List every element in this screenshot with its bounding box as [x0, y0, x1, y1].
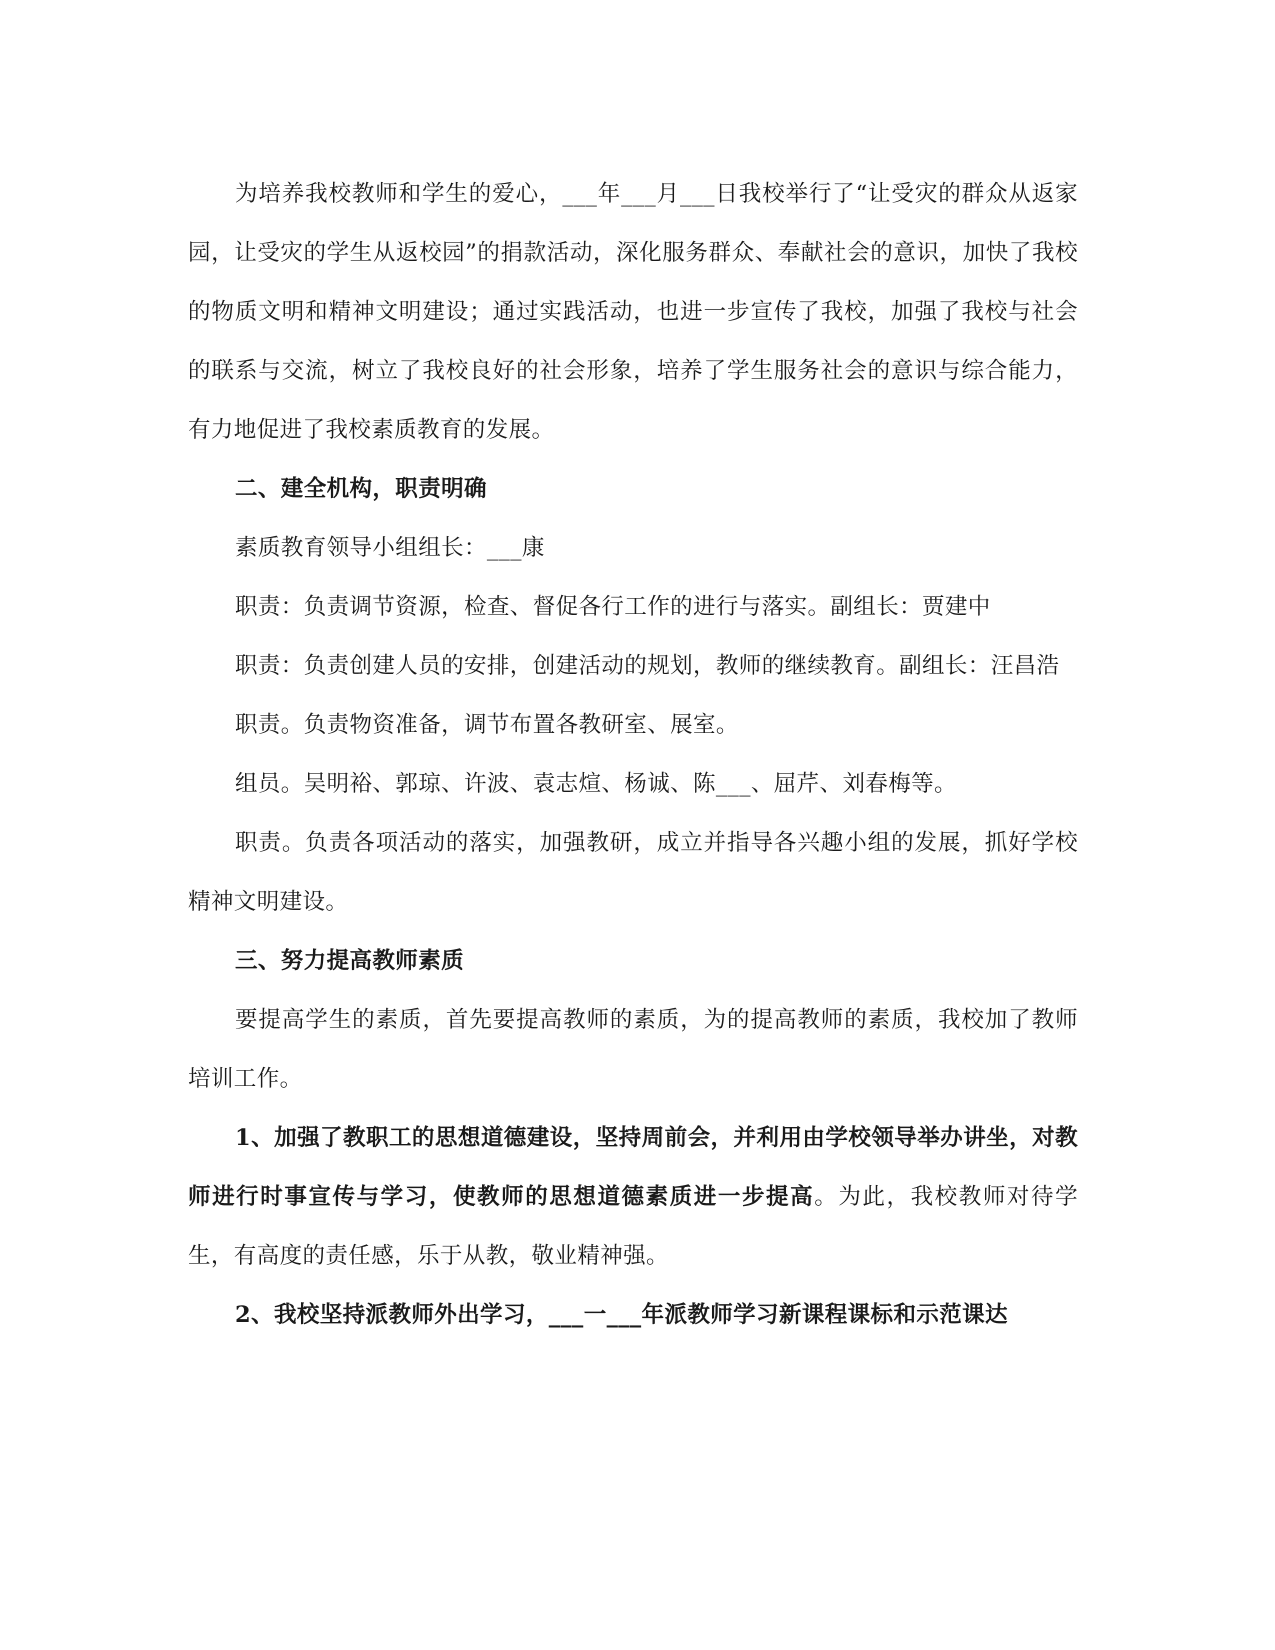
- duty-line-1: 职责：负责调节资源，检查、督促各行工作的进行与落实。副组长：贾建中: [235, 594, 991, 620]
- intro-paragraph: 为培养我校教师和学生的爱心，___年___月___日我校举行了“让受灾的群众从返家园，让受灾的学生从返校园”的捐款活动，深化服务群众、奉献社会的意识，加快了我校的物质文明和精神文明建设；通过实践活动，也进一步宣传了我校，加强了我校与社会的联系与交流，树立了我校良好的社会形象，培养了学生服务社会的意识与综合能力，有力地促进了我校素质教育的发展。: [188, 181, 1078, 443]
- item-1-paragraph: [188, 1109, 1078, 1286]
- leader-line: 素质教育领导小组组长：___康: [235, 535, 545, 561]
- duty-line-3: 职责。负责物资准备，调节布置各教研室、展室。: [235, 712, 739, 738]
- item-2-paragraph: 2、我校坚持派教师外出学习，___一___年派教师学习新课程课标和示范课达: [235, 1302, 1008, 1328]
- duty-line-2: 职责：负责创建人员的安排，创建活动的规划，教师的继续教育。副组长：汪昌浩: [235, 653, 1060, 679]
- section-heading-organization: 二、建全机构，职责明确: [235, 476, 487, 502]
- document-page: [188, 165, 1078, 1345]
- members-line: 组员。吴明裕、郭琼、许波、袁志煊、杨诚、陈___、屈芹、刘春梅等。: [235, 771, 957, 797]
- duty-line-4: 职责。负责各项活动的落实，加强教研，成立并指导各兴趣小组的发展，抓好学校精神文明建设。: [188, 830, 1078, 915]
- item-1-bold-text: 1、加强了教职工的思想道德建设，坚持周前会，并利用由学校领导举办讲坐，对教师进行时事宣传与学习，使教师的思想道德素质进一步提高: [188, 1125, 1078, 1210]
- item-1-rest-text: 。为此，我校教师对待学生，有高度的责任感，乐于从教，敬业精神强。: [188, 1184, 1078, 1269]
- section-heading-teacher-quality: 三、努力提高教师素质: [235, 948, 465, 974]
- teacher-quality-paragraph: 要提高学生的素质，首先要提高教师的素质，为的提高教师的素质，我校加了教师培训工作。: [188, 1007, 1078, 1092]
